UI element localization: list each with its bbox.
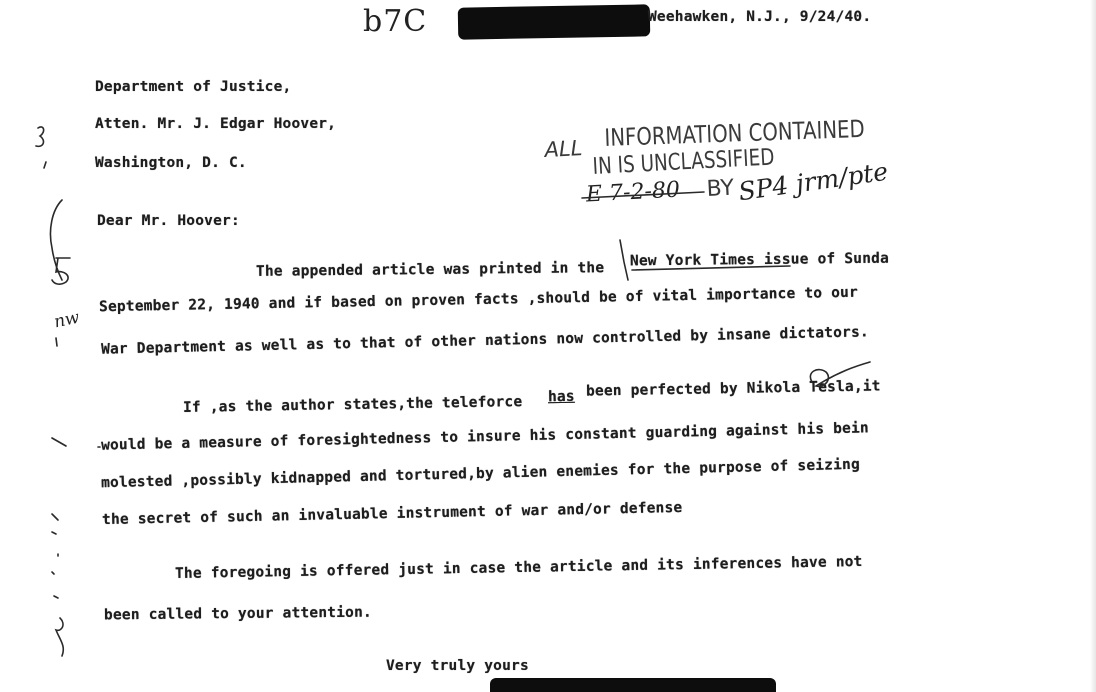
declassification-by: BY <box>706 175 735 202</box>
declassification-signature: SP4 jrm/pte <box>736 156 890 207</box>
paragraph-1-line-1b: New York Times issue of Sunda <box>629 250 890 270</box>
paragraph-1-line-3: War Department as well as to that of other nations now controlled by insane dictators. <box>100 324 870 358</box>
paragraph-3-line-1: The foregoing is offered just in case the article and its inferences have not <box>174 554 863 582</box>
margin-initials: nw <box>52 307 82 333</box>
margin-dot-1 <box>52 514 58 520</box>
paragraph-1-line-2: September 22, 1940 and if based on proven facts ,should be of vital importance to our <box>98 284 859 316</box>
address-line-3: Washington, D. C. <box>95 155 247 171</box>
margin-dash-1 <box>52 438 66 446</box>
paragraph-2-word-has: has <box>547 388 575 406</box>
closing: Very truly yours <box>386 658 529 674</box>
declassification-stamp-line-1: INFORMATION CONTAINED <box>604 114 866 152</box>
paragraph-2-line-2: would be a measure of foresightedness to insure his constant guarding against his bein <box>100 420 870 454</box>
paragraph-3-line-2: been called to your attention. <box>103 604 372 624</box>
margin-tick-2 <box>56 338 57 346</box>
margin-dot-4 <box>52 572 54 574</box>
paragraph-1-insertion-mark <box>620 240 628 280</box>
address-line-2: Atten. Mr. J. Edgar Hoover, <box>95 116 337 132</box>
declassification-stamp-line-2: IN IS UNCLASSIFIED <box>592 144 776 180</box>
margin-mark-1 <box>36 127 44 146</box>
margin-mark-bottom <box>56 618 63 656</box>
paragraph-2-line-4: the secret of such an invaluable instrument of war and/or defense <box>101 499 683 529</box>
paragraph-1-line-1a: The appended article was printed in the <box>255 260 605 280</box>
place-date-line: Weehawken, N.J., 9/24/40. <box>648 9 872 25</box>
paragraph-2-line-1b: been perfected by Nikola Tesla,it <box>585 378 881 400</box>
margin-tick-1 <box>44 162 46 168</box>
salutation: Dear Mr. Hoover: <box>97 213 240 229</box>
declassification-stamp-line-1-prefix: ALL <box>544 136 583 162</box>
handwritten-code: b7C <box>363 4 428 39</box>
tesla-loop-mark <box>810 362 870 386</box>
stamp-underline <box>582 192 704 198</box>
paragraph-2-line-3: molested ,possibly kidnapped and tortured,by alien enemies for the purpose of seizing <box>100 456 861 492</box>
paragraph-1-underline <box>632 266 790 270</box>
declassification-date: E 7-2-80 <box>585 177 681 208</box>
address-line-1: Department of Justice, <box>95 79 292 95</box>
margin-dot-2 <box>52 532 56 534</box>
paragraph-2-line-1a: If ,as the author states,the teleforce <box>182 394 523 416</box>
margin-dot-5 <box>54 596 58 598</box>
